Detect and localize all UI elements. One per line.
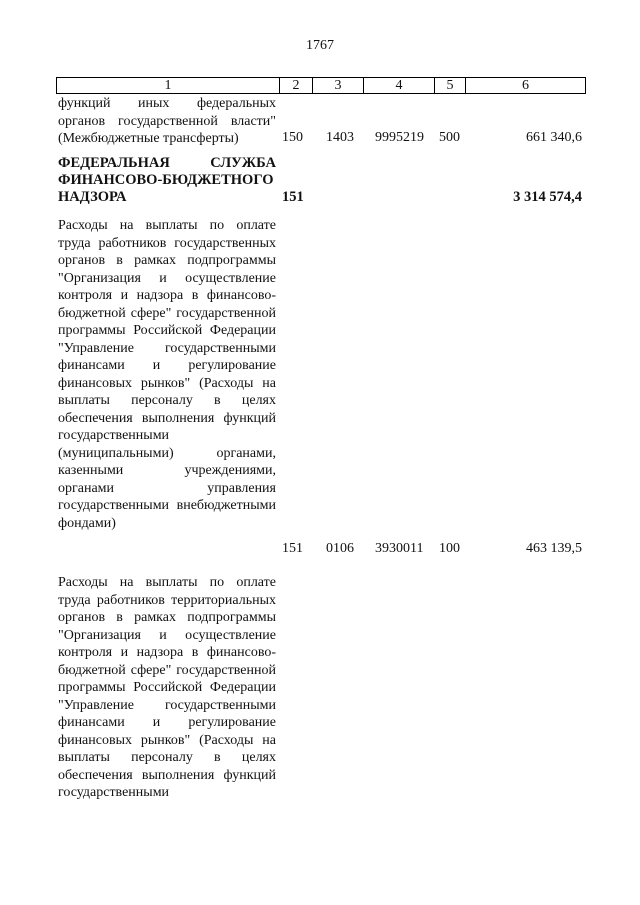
row-description: ФЕДЕРАЛЬНАЯ СЛУЖБА ФИНАНСОВО-БЮДЖЕТНОГО НАДЗОРА: [58, 155, 276, 205]
row-col-4: 3930011: [375, 541, 424, 556]
row-col-2: 150: [282, 130, 303, 145]
row-col-3: 0106: [326, 541, 354, 556]
row-description: функций иных федеральных органов государственной власти" (Межбюджетные трансферты): [58, 96, 276, 146]
row-col-2: 151: [282, 189, 304, 205]
header-col-1: 1: [164, 78, 172, 93]
header-col-3: 3: [312, 78, 363, 93]
page-number: 1767: [306, 38, 334, 53]
header-col-2: 2: [279, 78, 312, 93]
row-description: Расходы на выплаты по оплате труда работников территориальных органов в рамках подпрограммы "Организация и осуществление контроля и надзора в финансово-бюджетной сфере" государственной программы Российской Федерации "Управление государственными финансами и регулирование финансовых рынков" (Расходы на выплаты персоналу в целях обеспечения выполнения функций государственными: [58, 575, 276, 800]
row-col-6: 661 340,6: [526, 130, 582, 145]
row-col-2: 151: [282, 541, 303, 556]
row-col-3: 1403: [326, 130, 354, 145]
row-description: Расходы на выплаты по оплате труда работников государственных органов в рамках подпрограммы "Организация и осуществление контроля и надзора в финансово-бюджетной сфере" государственной программы Российской Федерации "Управление государственными финансами и регулирование финансовых рынков" (Расходы на выплаты персоналу в целях обеспечения выполнения функций государственными (муниципальными) органами, казенными учреждениями, органами управления государственными внебюджетными фондами): [58, 218, 276, 531]
table-header: [56, 77, 586, 94]
header-col-6: 6: [465, 78, 585, 93]
header-col-5: 5: [434, 78, 465, 93]
header-col-4: 4: [363, 78, 434, 93]
row-col-6: 463 139,5: [526, 541, 582, 556]
row-col-4: 9995219: [375, 130, 424, 145]
row-col-5: 100: [439, 541, 460, 556]
row-col-5: 500: [439, 130, 460, 145]
row-col-6: 3 314 574,4: [513, 189, 582, 205]
